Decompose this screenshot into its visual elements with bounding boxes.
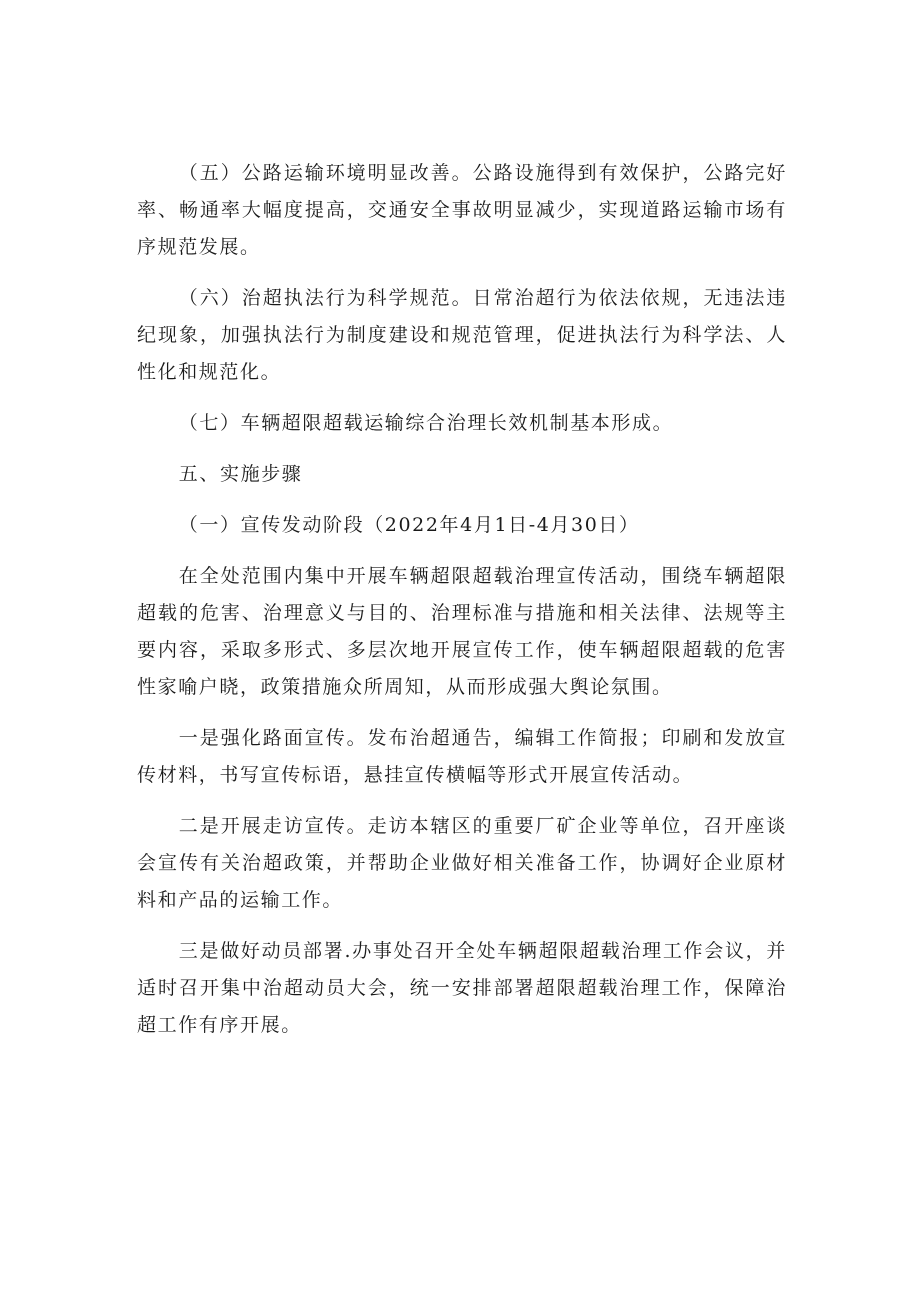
subheading-publicity-stage: （一）宣传发动阶段（2022年4月1日-4月30日） — [178, 514, 640, 536]
document-body — [137, 155, 787, 1058]
paragraph-visit-publicity: 二是开展走访宣传。走访本辖区的重要厂矿企业等单位，召开座谈会宣传有关治超政策，并帮助企业做好相关准备工作，协调好企业原材料和产品的运输工作。 — [137, 815, 787, 911]
paragraph-goal-6: （六）治超执法行为科学规范。日常治超行为依法依规，无违法违纪现象，加强执法行为制度建设和规范管理，促进执法行为科学法、人性化和规范化。 — [137, 287, 787, 383]
paragraph-goal-5: （五）公路运输环境明显改善。公路设施得到有效保护，公路完好率、畅通率大幅度提高，交通安全事故明显减少，实现道路运输市场有序规范发展。 — [137, 162, 787, 258]
paragraph-mobilization: 三是做好动员部署.办事处召开全处车辆超限超载治理工作会议，并适时召开集中治超动员大会，统一安排部署超限超载治理工作，保障治超工作有序开展。 — [137, 940, 787, 1036]
paragraph-road-publicity: 一是强化路面宣传。发布治超通告，编辑工作简报；印刷和发放宣传材料，书写宣传标语，悬挂宣传横幅等形式开展宣传活动。 — [137, 727, 787, 786]
section-heading-implementation-steps: 五、实施步骤 — [178, 463, 303, 485]
paragraph-goal-7: （七）车辆超限超载运输综合治理长效机制基本形成。 — [178, 412, 674, 434]
paragraph-publicity-overview: 在全处范围内集中开展车辆超限超载治理宣传活动，围绕车辆超限超载的危害、治理意义与目的、治理标准与措施和相关法律、法规等主要内容，采取多形式、多层次地开展宣传工作，使车辆超限超载的危害性家喻户晓，政策措施众所周知，从而形成强大舆论氛围。 — [137, 565, 787, 698]
